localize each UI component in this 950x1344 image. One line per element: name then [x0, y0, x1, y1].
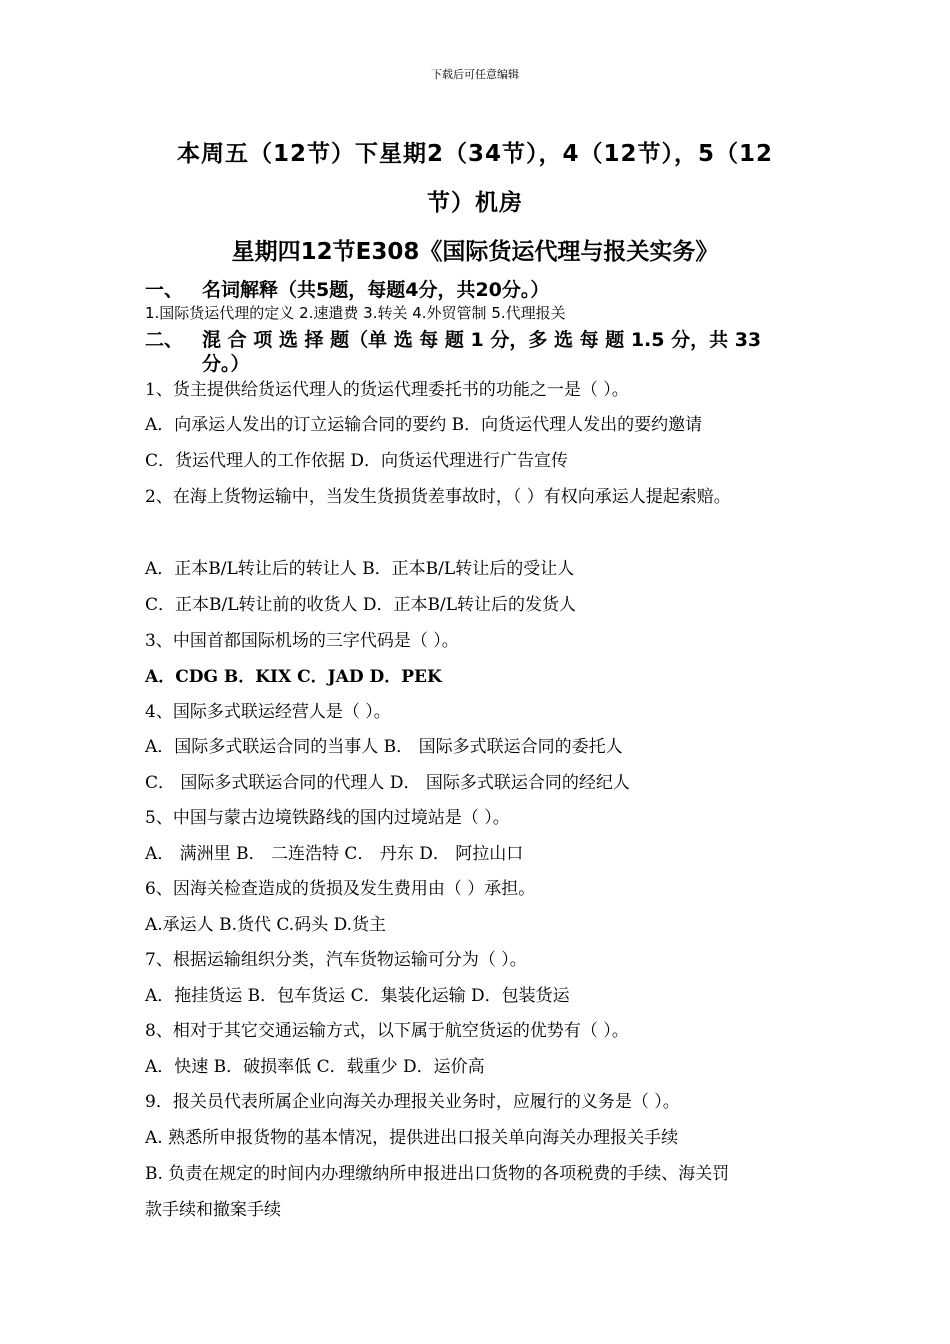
question-1: 1、货主提供给货运代理人的货运代理委托书的功能之一是（ ）。 [145, 380, 629, 400]
question-2-options-ab: A．正本B/L转让后的转让人 B．正本B/L转让后的受让人 [145, 559, 575, 579]
question-8-options: A．快速 B．破损率低 C．载重少 D．运价高 [145, 1057, 485, 1077]
question-1-options-ab: A．向承运人发出的订立运输合同的要约 B．向货运代理人发出的要约邀请 [145, 415, 703, 435]
section-2-title-line-1: 混 合 项 选 择 题（单 选 每 题 1 分，多 选 每 题 1.5 分，共 33 [202, 329, 762, 351]
question-7: 7、根据运输组织分类，汽车货物运输可分为（ ）。 [145, 950, 527, 970]
question-5: 5、中国与蒙古边境铁路线的国内过境站是（ ）。 [145, 808, 510, 828]
question-6-options: A.承运人 B.货代 C.码头 D.货主 [145, 915, 387, 935]
question-5-options: A． 满洲里 B． 二连浩特 C． 丹东 D． 阿拉山口 [145, 844, 524, 864]
question-4-options-cd: C． 国际多式联运合同的代理人 D． 国际多式联运合同的经纪人 [145, 773, 630, 793]
schedule-title-line-1: 本周五（12节）下星期2（34节），4（12节），5（12 [176, 141, 774, 167]
question-3: 3、中国首都国际机场的三字代码是（ ）。 [145, 631, 459, 651]
section-2-heading [145, 325, 825, 352]
question-2-options-cd: C．正本B/L转让前的收货人 D．正本B/L转让后的发货人 [145, 595, 577, 615]
question-4-options-ab: A．国际多式联运合同的当事人 B． 国际多式联运合同的委托人 [145, 737, 623, 757]
question-9-option-a: A. 熟悉所申报货物的基本情况，提供进出口报关单向海关办理报关手续 [145, 1128, 679, 1148]
question-4: 4、国际多式联运经营人是（ ）。 [145, 702, 391, 722]
question-3-options: A．CDG B．KIX C．JAD D．PEK [145, 667, 442, 687]
section-1-number: 一、 [145, 279, 184, 301]
question-2: 2、在海上货物运输中，当发生货损货差事故时，（ ）有权向承运人提起索赔。 [145, 487, 731, 507]
question-9-option-b: B. 负责在规定的时间内办理缴纳所申报进出口货物的各项税费的手续、海关罚 [145, 1164, 730, 1184]
schedule-title-line-2: 节）机房 [427, 190, 523, 216]
section-1-heading [145, 275, 825, 302]
course-title: 星期四12节E308《国际货运代理与报关实务》 [231, 239, 719, 265]
question-8: 8、相对于其它交通运输方式，以下属于航空货运的优势有（ ）。 [145, 1021, 629, 1041]
question-9: 9．报关员代表所属企业向海关办理报关业务时，应履行的义务是（ ）。 [145, 1092, 680, 1112]
question-7-options: A．拖挂货运 B．包车货运 C．集装化运输 D．包装货运 [145, 986, 570, 1006]
header-note: 下载后可任意编辑 [431, 68, 519, 81]
section-2-number: 二、 [145, 329, 184, 351]
question-1-options-cd: C．货运代理人的工作依据 D．向货运代理进行广告宣传 [145, 451, 569, 471]
section-1-items: 1.国际货运代理的定义 2.速遣费 3.转关 4.外贸管制 5.代理报关 [145, 304, 566, 322]
section-2-title-line-2: 分。） [202, 353, 250, 375]
question-9-option-b-continued: 款手续和撤案手续 [145, 1200, 281, 1220]
section-1-title: 名词解释（共5题，每题4分，共20分。） [202, 279, 550, 301]
question-6: 6、因海关检查造成的货损及发生费用由（ ）承担。 [145, 879, 536, 899]
